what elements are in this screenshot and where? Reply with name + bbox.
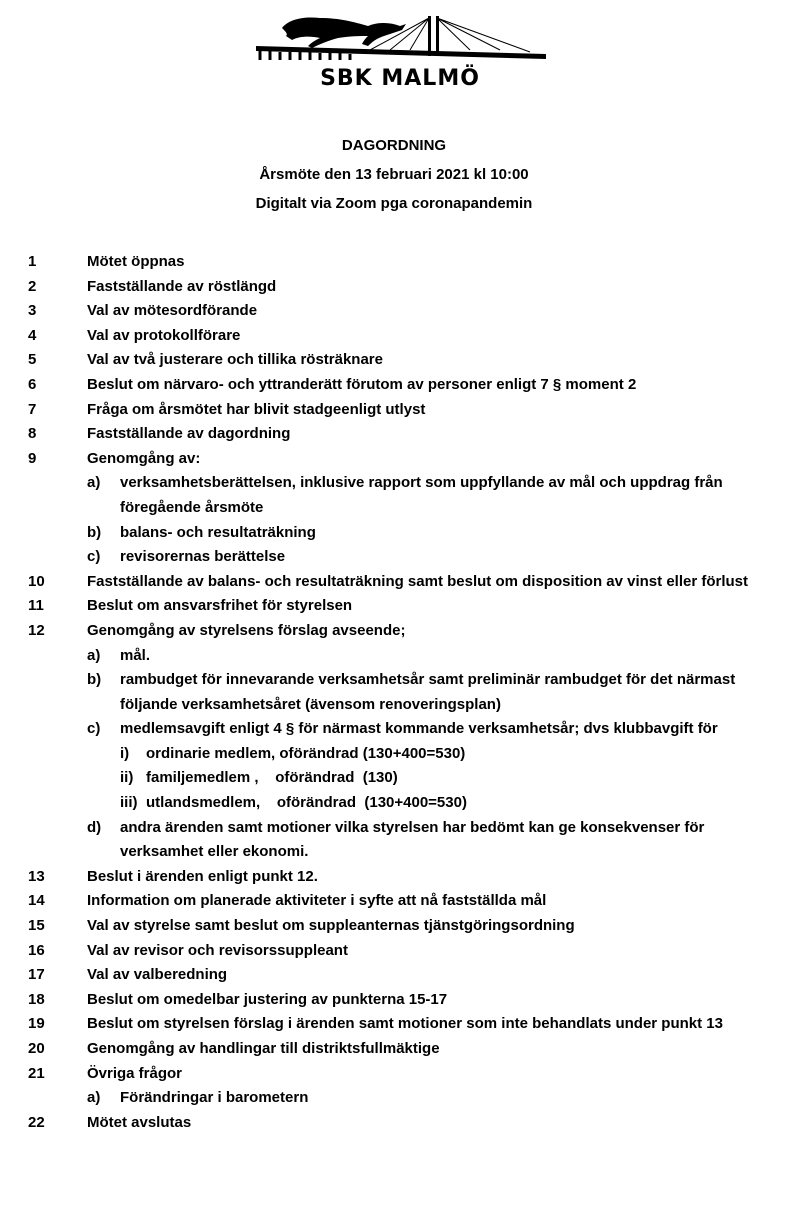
agenda-item [0,988,788,1013]
agenda-subitem [0,668,788,717]
agenda-item-text: Beslut i ärenden enligt punkt 12. [87,867,318,885]
agenda-item [0,594,788,619]
agenda-item-number: 2 [28,277,37,295]
agenda-subitem [0,471,788,520]
agenda-item [0,1111,788,1136]
agenda-item-text: Val av två justerare och tillika rösträknare [87,351,383,369]
agenda-subsubitem-text: ordinarie medlem, oförändrad (130+400=530) [146,744,466,762]
agenda-list [0,250,788,1135]
agenda-item-text: Genomgång av styrelsens förslag avseende; [87,621,406,639]
agenda-item-text: Beslut om ansvarsfrihet för styrelsen [87,597,353,615]
agenda-subitem [0,717,788,742]
meeting-date: Årsmöte den 13 februari 2021 kl 10:00 [259,166,529,183]
agenda-subitem-letter: c) [87,720,101,738]
agenda-item [0,939,788,964]
agenda-item-text: Information om planerade aktiviteter i syfte att nå fastställda mål [87,892,547,910]
agenda-item-number: 20 [28,1040,45,1057]
agenda-subsubitem-text: familjemedlem , oförändrad (130) [146,769,398,787]
agenda-item [0,324,788,349]
logo-text: SBK MALMÖ [320,66,480,91]
agenda-item [0,865,788,890]
agenda-item [0,250,788,275]
agenda-subitem [0,521,788,546]
agenda-item [0,914,788,939]
agenda-subsubitem-text: utlandsmedlem, oförändrad (130+400=530) [146,794,467,812]
agenda-item [0,398,788,423]
agenda-item-number: 9 [28,449,37,467]
agenda-item-number: 5 [28,351,37,369]
agenda-subitem-text: Förändringar i barometern [120,1089,309,1107]
agenda-item-text: Val av styrelse samt beslut om suppleanternas tjänstgöringsordning [87,917,575,935]
document-header [0,136,788,223]
agenda-item-number: 8 [28,425,37,443]
agenda-item-text: Mötet öppnas [87,253,185,270]
agenda-subitem-text: mål. [120,646,151,664]
dog-bridge-icon [250,6,550,68]
agenda-item-text: Fastställande av röstlängd [87,277,277,295]
agenda-subitem-letter: c) [87,548,101,566]
agenda-item-number: 13 [28,867,45,885]
agenda-item [0,348,788,373]
agenda-item-text: Fråga om årsmötet har blivit stadgeenligt utlyst [87,400,426,418]
agenda-item-number: 19 [28,1015,45,1033]
agenda-item-text: Genomgång av handlingar till distriktsfullmäktige [87,1040,440,1057]
agenda-item-number: 17 [28,966,45,984]
agenda-subitem-letter: b) [87,523,102,541]
agenda-subsubitem [0,742,788,767]
agenda-item-text: Val av protokollförare [87,326,241,344]
agenda-item-number: 16 [28,941,45,959]
agenda-item-number: 12 [28,621,45,639]
agenda-subitem [0,644,788,669]
agenda-subsubitem-numeral: i) [120,744,130,762]
agenda-item-number: 7 [28,400,37,418]
agenda-item-text: Övriga frågor [87,1064,183,1082]
agenda-item [0,963,788,988]
agenda-subitem [0,545,788,570]
agenda-subsubitem-numeral: iii) [120,794,138,812]
agenda-subitem-text: medlemsavgift enligt 4 § för närmast kommande verksamhetsår; dvs klubbavgift för [120,720,718,738]
agenda-item-text: Val av valberedning [87,966,228,984]
agenda-item-number: 15 [28,917,45,935]
agenda-subitem [0,816,788,865]
agenda-item-text: Beslut om omedelbar justering av punkterna 15-17 [87,990,448,1008]
agenda-subsubitem [0,791,788,816]
agenda-subitem-letter: d) [87,818,102,836]
agenda-subitem-letter: a) [87,474,101,492]
agenda-subitem [0,1086,788,1111]
agenda-item [0,373,788,398]
agenda-item-text: Beslut om styrelsen förslag i ärenden samt motioner som inte behandlats under punkt 13 [87,1015,723,1033]
agenda-subitem-text: verksamhetsberättelsen, inklusive rapport som uppfyllande av mål och uppdrag från föregående årsmöte [120,474,723,516]
agenda-item [0,275,788,300]
agenda-subitem-text: balans- och resultaträkning [120,523,316,541]
agenda-subitem-letter: a) [87,1089,101,1107]
agenda-subitem-text: revisorernas berättelse [120,548,286,566]
agenda-item-number: 22 [28,1113,45,1131]
agenda-item-number: 18 [28,990,45,1008]
agenda-item-text: Genomgång av: [87,449,201,467]
agenda-item-number: 11 [28,597,44,615]
agenda-item [0,1012,788,1037]
agenda-item-text: Val av revisor och revisorssuppleant [87,941,348,959]
agenda-item [0,299,788,324]
agenda-subsubitem-numeral: ii) [120,769,134,787]
agenda-item-number: 3 [28,302,37,320]
agenda-item-text: Beslut om närvaro- och yttranderätt förutom av personer enligt 7 § moment 2 [87,375,637,393]
agenda-subsubitem [0,766,788,791]
agenda-subitem-letter: b) [87,671,102,689]
agenda-subitem-text: rambudget för innevarande verksamhetsår samt preliminär rambudget för det närmast följande verksamhetsåret (ävensom renoveringsplan) [120,671,736,713]
agenda-item-text: Fastställande av dagordning [87,425,291,443]
agenda-subitem-text: andra ärenden samt motioner vilka styrelsen har bedömt kan ge konsekvenser för verksamhet eller ekonomi. [120,818,705,861]
agenda-item [0,1062,788,1087]
agenda-item-text: Val av mötesordförande [87,302,258,320]
agenda-item-text: Fastställande av balans- och resultaträkning samt beslut om disposition av vinst eller förlust [87,572,749,590]
agenda-item [0,570,788,595]
meeting-location: Digitalt via Zoom pga coronapandemin [255,195,533,212]
agenda-item-number: 4 [28,326,37,344]
document-title: DAGORDNING [341,137,447,154]
agenda-item-number: 21 [28,1064,45,1082]
agenda-item [0,1037,788,1062]
agenda-item [0,447,788,472]
agenda-item [0,422,788,447]
agenda-item-number: 10 [28,572,45,590]
agenda-item-text: Mötet avslutas [87,1113,192,1131]
agenda-item-number: 14 [28,892,45,910]
agenda-item [0,889,788,914]
agenda-item [0,619,788,644]
agenda-subitem-letter: a) [87,646,101,664]
agenda-item-number: 6 [28,375,37,393]
agenda-item-number: 1 [28,253,37,270]
club-logo [250,6,550,90]
